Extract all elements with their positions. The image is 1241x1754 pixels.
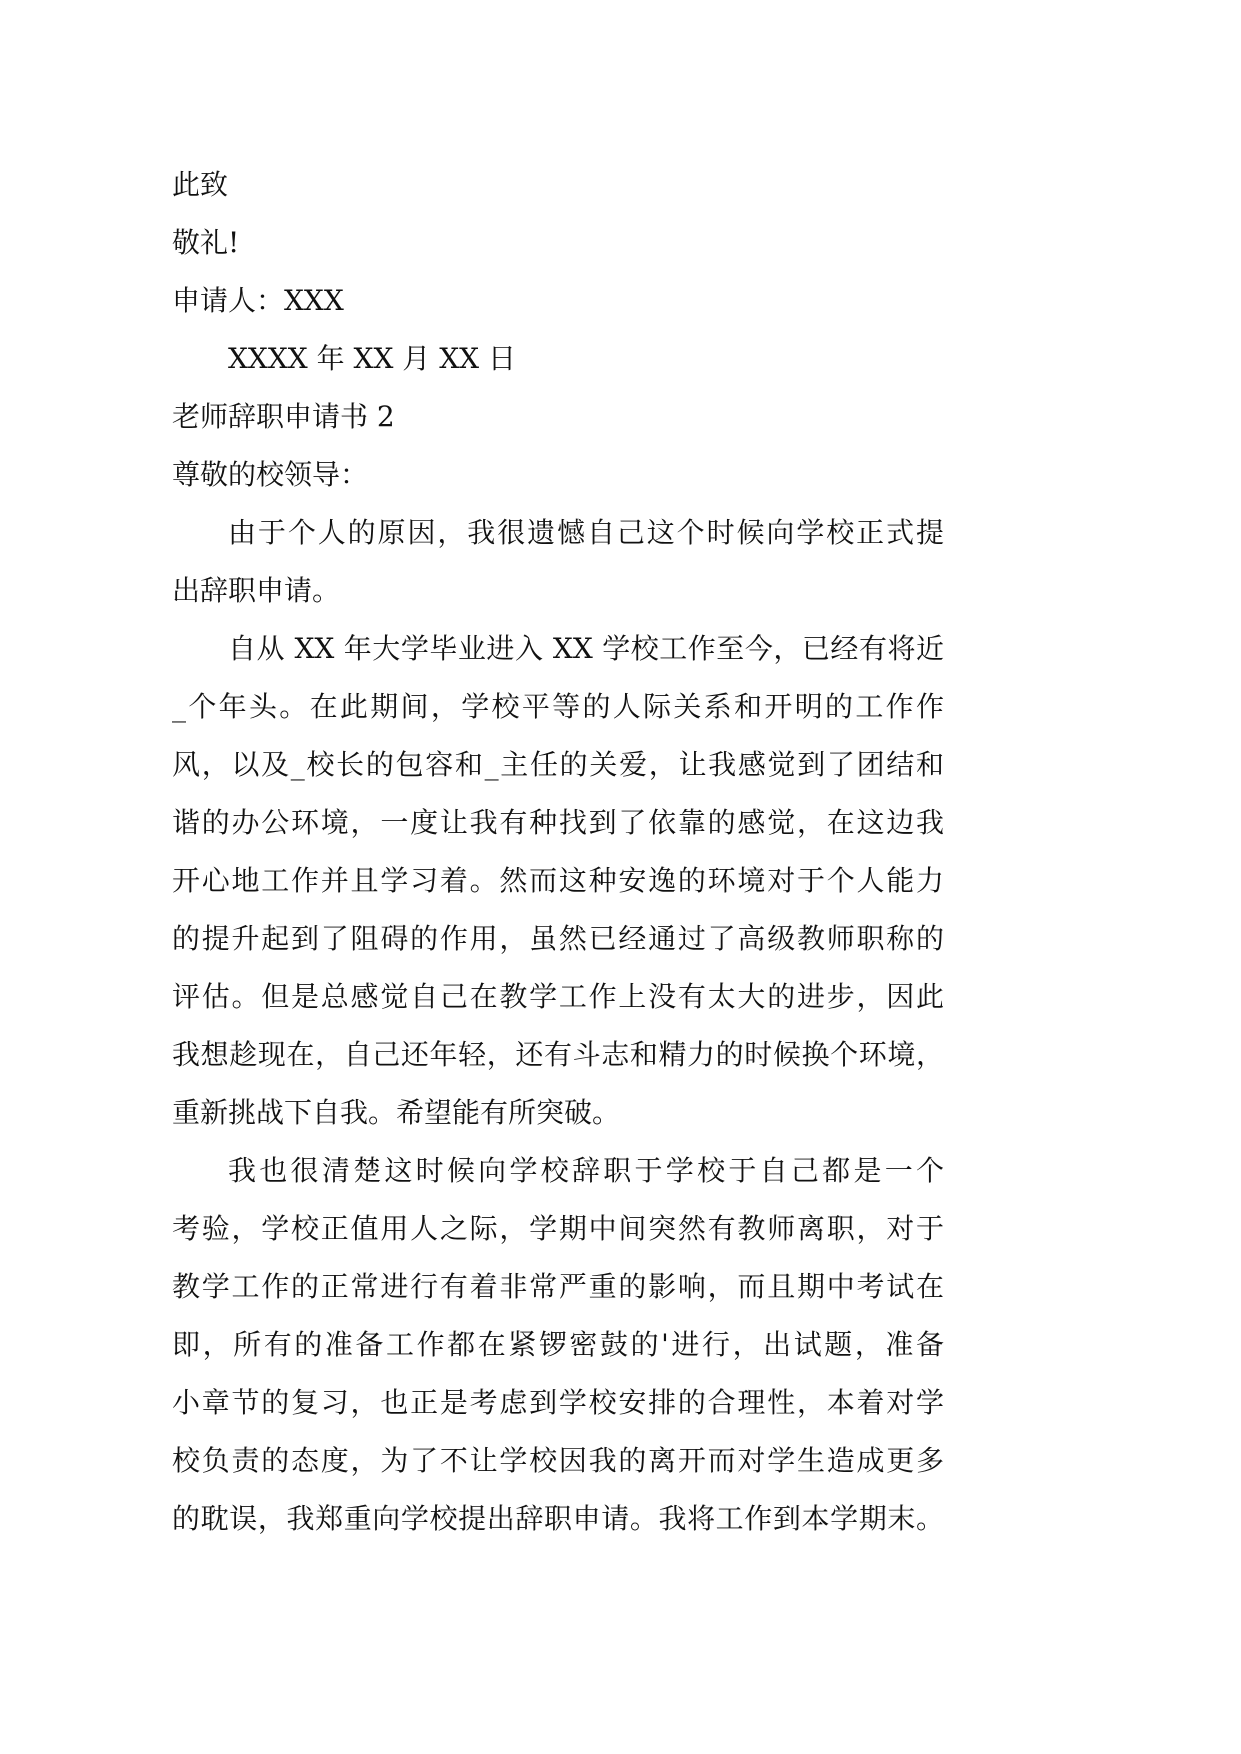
text-line: 我也很清楚这时候向学校辞职于学校于自己都是一个 (228, 1154, 944, 1187)
text-line: 风，以及_校长的包容和_主任的关爱，让我感觉到了团结和 (172, 748, 944, 781)
letter-closing: 此致 (172, 168, 229, 201)
paragraph-1 (172, 504, 944, 620)
document-title: 老师辞职申请书 2 (172, 400, 395, 433)
text-line: 即，所有的准备工作都在紧锣密鼓的'进行，出试题，准备 (172, 1328, 944, 1361)
text-line: 校负责的态度，为了不让学校因我的离开而对学生造成更多 (172, 1444, 944, 1477)
text-line: 谐的办公环境，一度让我有种找到了依靠的感觉，在这边我 (172, 806, 944, 839)
text-line: 自从 XX 年大学毕业进入 XX 学校工作至今，已经有将近 (228, 632, 944, 665)
text-line: 重新挑战下自我。希望能有所突破。 (172, 1096, 621, 1129)
document-body (172, 156, 944, 1548)
letter-salute: 敬礼! (172, 226, 240, 259)
text-line: 评估。但是总感觉自己在教学工作上没有太大的进步，因此 (172, 980, 944, 1013)
text-line: 教学工作的正常进行有着非常严重的影响，而且期中考试在 (172, 1270, 944, 1303)
text-line: 考验，学校正值用人之际，学期中间突然有教师离职，对于 (172, 1212, 944, 1245)
paragraph-3 (172, 1142, 944, 1548)
applicant-signature: 申请人：XXX (172, 284, 344, 317)
letter-date: XXXX 年 XX 月 XX 日 (228, 342, 516, 375)
text-line: 我想趁现在，自己还年轻，还有斗志和精力的时候换个环境， (172, 1038, 944, 1071)
text-line: 的耽误，我郑重向学校提出辞职申请。我将工作到本学期末。 (172, 1502, 944, 1535)
text-line: 小章节的复习，也正是考虑到学校安排的合理性，本着对学 (172, 1386, 944, 1419)
text-line: 出辞职申请。 (172, 574, 341, 607)
text-line: 的提升起到了阻碍的作用，虽然已经通过了高级教师职称的 (172, 922, 944, 955)
text-line: 由于个人的原因，我很遗憾自己这个时候向学校正式提 (228, 516, 944, 549)
letter-greeting: 尊敬的校领导： (172, 458, 369, 491)
text-line: _个年头。在此期间，学校平等的人际关系和开明的工作作 (172, 690, 944, 723)
text-line: 开心地工作并且学习着。然而这种安逸的环境对于个人能力 (172, 864, 944, 897)
paragraph-2 (172, 620, 944, 1142)
